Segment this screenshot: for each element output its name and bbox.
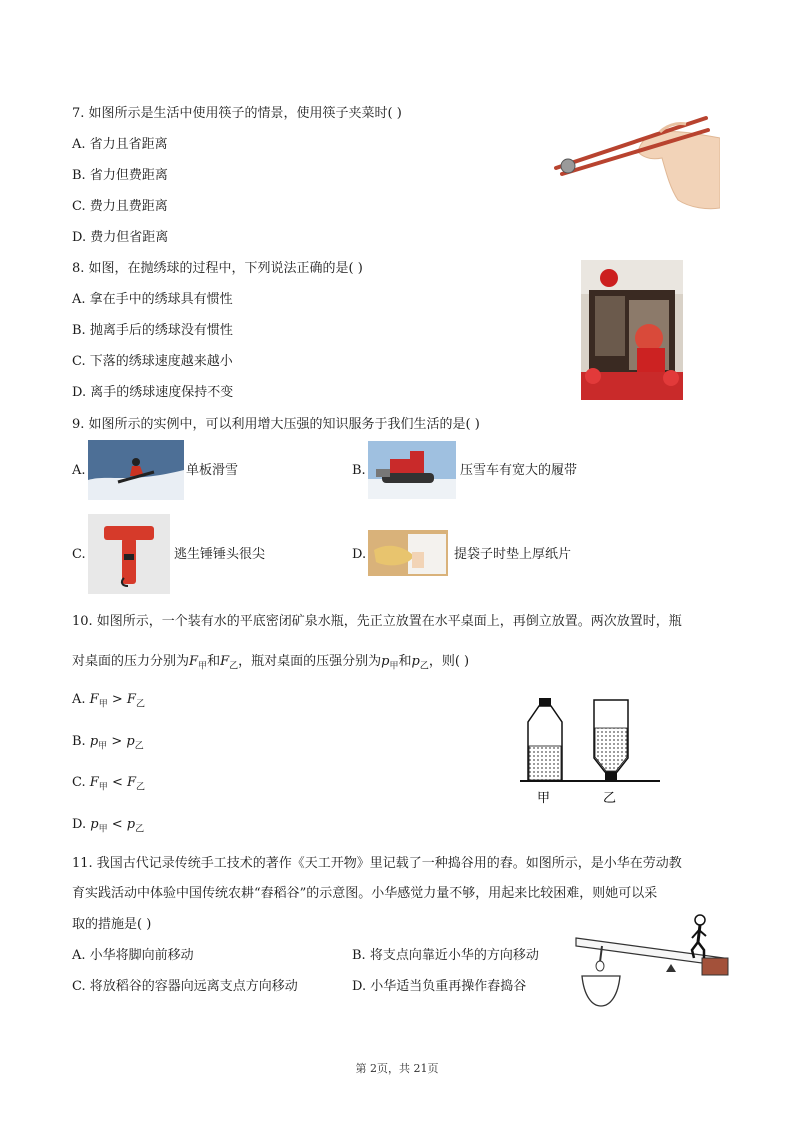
q10-option-a-sym1: F [89,692,99,707]
q10-option-b-sub1: 甲 [98,741,108,752]
q10-sub-jia: 甲 [198,661,208,672]
q8-option-c: C. 下落的绣球速度越来越小 [72,354,233,369]
q9-option-d-letter: D. [352,547,367,562]
q10-sym-p-2: p [411,654,420,669]
q10-option-a [72,692,145,713]
q10-option-d-sym2: p [126,817,136,832]
escape-hammer-photo [88,514,170,594]
q10-option-c-sub2: 乙 [136,782,146,793]
q10-sym-f-2: F [220,654,230,669]
q10-option-a-sym2: F [126,692,136,707]
q9-option-d-caption: 提袋子时垫上厚纸片 [454,547,572,562]
page-footer: 第 2页，共 21页 [355,1062,439,1075]
q10-option-a-sub2: 乙 [135,699,145,710]
q9-option-c-caption: 逃生锤锤头很尖 [174,547,266,562]
q7-stem: 7. 如图所示是生活中使用筷子的情景，使用筷子夹菜时( ) [72,106,402,121]
q7-option-a: A. 省力且省距离 [72,137,168,152]
q10-option-c-sub1: 甲 [98,782,108,793]
q10-option-c-sym1: F [89,775,99,790]
q10-option-d-letter: D. [72,817,87,832]
q10-option-b-sym2: p [126,734,135,749]
q10-sym-f: F [189,654,199,669]
bottle-yi-cap [605,772,617,780]
q11-stem-line1: 11. 我国古代记录传统手工技术的著作《天工开物》里记载了一种捣谷用的舂。如图所示，是小华在劳动教 [72,856,682,871]
q10-stem-part-b: ，瓶对桌面的压强分别为 [238,654,382,669]
q10-stem-part-c: ，则( ) [428,654,470,669]
q11-stem-line3: 取的措施是( ) [72,917,152,932]
q10-option-b-letter: B. [72,734,86,749]
q10-conj-1: 和 [207,654,221,669]
label-yi: 乙 [603,791,617,806]
q11-stem-line2: 育实践活动中体验中国传统农耕“舂稻谷”的示意图。小华感觉力量不够，用起来比较困难，则她可以采 [72,886,658,901]
q10-option-a-sub1: 甲 [98,699,108,710]
q9-stem: 9. 如图所示的实例中，可以利用增大压强的知识服务于我们生活的是( ) [72,417,480,432]
q10-sub-yi-2: 乙 [419,661,429,672]
q10-option-d-sub1: 甲 [98,824,108,835]
q11-option-a: A. 小华将脚向前移动 [72,948,194,963]
q9-option-c-letter: C. [72,547,86,562]
q11-option-b: B. 将支点向靠近小华的方向移动 [352,948,539,963]
q7-option-b: B. 省力但费距离 [72,168,168,183]
q8-stem: 8. 如图，在抛绣球的过程中，下列说法正确的是( ) [72,261,363,276]
q10-option-b-op: > [111,734,123,749]
q10-option-d-sym1: p [90,817,99,832]
q10-option-b [72,734,144,755]
q10-sub-jia-2: 甲 [389,661,399,672]
q10-option-a-op: > [111,692,123,707]
q10-option-b-sub2: 乙 [134,741,144,752]
q10-option-c-op: < [111,775,123,790]
q10-sub-yi: 乙 [229,661,239,672]
q9-option-a-caption: 单板滑雪 [186,463,239,478]
q10-option-d-op: < [111,817,123,832]
pestle-lever-figure [574,912,734,1014]
q9-option-a-letter: A. [72,463,86,478]
q10-conj-2: 和 [398,654,412,669]
person-head [695,915,705,925]
q10-option-a-letter: A. [72,692,86,707]
q10-sym-p: p [381,654,390,669]
q7-option-d: D. 费力但省距离 [72,230,169,245]
q10-stem-part-a: 对桌面的压力分别为 [72,654,190,669]
chopsticks-figure [548,108,720,210]
block [702,958,728,975]
q8-option-d: D. 离手的绣球速度保持不变 [72,385,234,400]
bottle-jia-water [529,746,561,780]
q8-option-a: A. 拿在手中的绣球具有惯性 [72,292,233,307]
q10-option-b-sym1: p [89,734,99,749]
label-jia: 甲 [537,791,551,806]
bottles-figure [520,694,660,810]
q9-option-b-caption: 压雪车有宽大的履带 [460,463,578,478]
q10-stem-line1: 10. 如图所示，一个装有水的平底密闭矿泉水瓶，先正立放置在水平桌面上，再倒立放置。两次放置时，瓶 [72,614,682,629]
q9-option-b-letter: B. [352,463,366,478]
q10-option-c-letter: C. [72,775,86,790]
bag-with-paper-photo [368,530,448,576]
grain-container [582,976,620,1006]
q10-option-c-sym2: F [127,775,137,790]
q8-option-b: B. 抛离手后的绣球没有惯性 [72,323,233,338]
bottle-jia-cap [539,698,551,706]
q10-stem-line2 [72,654,469,675]
snowboarding-photo [88,440,184,500]
person-body [698,925,700,942]
q7-option-c: C. 费力且费距离 [72,199,168,214]
q10-option-d-sub2: 乙 [135,824,145,835]
fulcrum [666,964,676,972]
q11-option-d: D. 小华适当负重再操作舂捣谷 [352,979,527,994]
embroidered-ball-photo [581,260,683,400]
q10-option-c [72,775,145,796]
snow-groomer-photo [368,441,456,499]
q11-option-c: C. 将放稻谷的容器向远离支点方向移动 [72,979,298,994]
q10-option-d [72,817,144,838]
